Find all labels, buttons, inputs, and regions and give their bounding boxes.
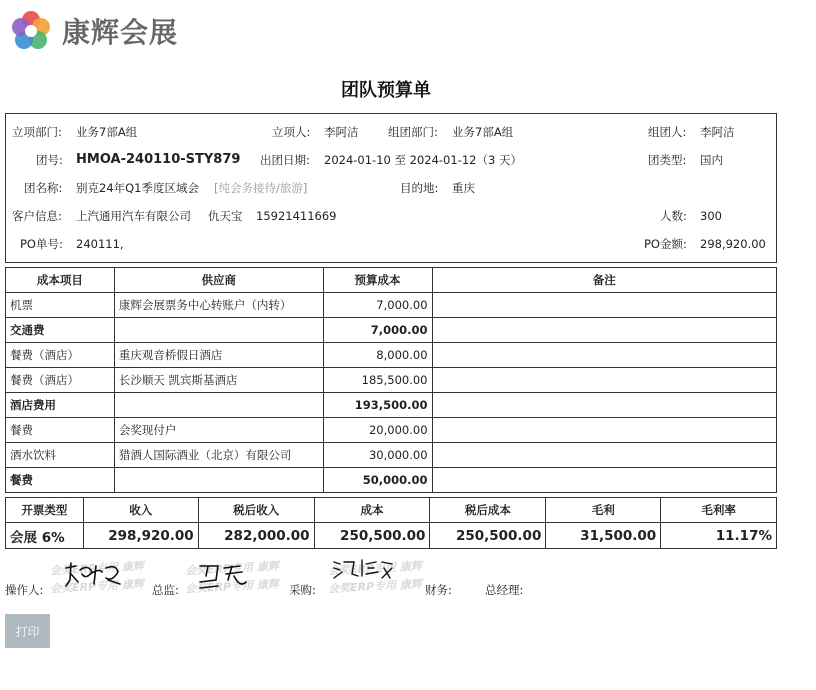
cell-supplier: 长沙顺天 凯宾斯基酒店: [114, 368, 323, 393]
cell-item: 机票: [6, 293, 115, 318]
count-value: 300: [700, 209, 722, 223]
cell-supplier: 猎酒人国际酒业（北京）有限公司: [114, 443, 323, 468]
watermark: 会奖ERP专用 康辉: [49, 577, 145, 596]
cell-supplier: 重庆观音桥假日酒店: [114, 343, 323, 368]
count-label: 人数:: [660, 209, 687, 223]
cell-supplier: [114, 393, 323, 418]
invoice-type-value: 会展 6%: [6, 523, 84, 549]
po-amount-label: PO金额:: [644, 237, 687, 251]
cell-cost: 193,500.00: [323, 393, 432, 418]
cell-cost: 7,000.00: [323, 293, 432, 318]
finance-label: 财务:: [425, 583, 452, 597]
watermark: 会奖ERP专用 康辉: [184, 559, 280, 578]
net-income-value: 282,000.00: [198, 523, 314, 549]
operator-label: 操作人:: [5, 583, 44, 597]
cell-note: [432, 293, 776, 318]
cell-note: [432, 368, 776, 393]
creator-value: 李阿洁: [324, 125, 359, 139]
margin-value: 11.17%: [661, 523, 777, 549]
cell-note: [432, 393, 776, 418]
print-button[interactable]: 打印: [5, 614, 50, 648]
type-value: 国内: [700, 153, 723, 167]
cell-cost: 20,000.00: [323, 418, 432, 443]
client-contact: 仇天宝: [208, 209, 243, 223]
dept-label: 立项部门:: [12, 125, 62, 139]
group-person-label: 组团人:: [648, 125, 687, 139]
cost-table: [5, 267, 777, 493]
cost-table-header: [6, 268, 777, 293]
cell-item: 酒店费用: [6, 393, 115, 418]
group-person-value: 李阿洁: [700, 125, 735, 139]
col-supplier: 供应商: [114, 268, 323, 293]
table-row-subtotal: [6, 318, 777, 343]
watermark: 会奖ERP专用 康辉: [327, 559, 423, 578]
table-row: [6, 368, 777, 393]
col-note: 备注: [432, 268, 776, 293]
net-cost-value: 250,500.00: [430, 523, 546, 549]
summary-table: [5, 497, 777, 549]
page-title: 团队预算单: [341, 80, 431, 101]
col-net-cost: 税后成本: [430, 498, 546, 523]
cost-value: 250,500.00: [314, 523, 430, 549]
po-label: PO单号:: [20, 237, 63, 251]
purchase-label: 采购:: [289, 583, 316, 597]
brand-logo: [8, 8, 178, 54]
cell-note: [432, 343, 776, 368]
cell-supplier: 会奖现付户: [114, 418, 323, 443]
watermark: 会奖ERP专用 康辉: [49, 559, 145, 578]
cell-note: [432, 443, 776, 468]
depart-value: 2024-01-10 至 2024-01-12（3 天）: [324, 153, 522, 167]
cell-note: [432, 468, 776, 493]
summary-header: [6, 498, 777, 523]
supervisor-label: 总监:: [152, 583, 179, 597]
col-cost: 预算成本: [323, 268, 432, 293]
client-value: 上汽通用汽车有限公司: [76, 209, 191, 223]
cell-item: 餐费: [6, 418, 115, 443]
cell-supplier: [114, 468, 323, 493]
table-row-subtotal: [6, 468, 777, 493]
watermark: 会奖ERP专用 康辉: [184, 577, 280, 596]
dest-label: 目的地:: [400, 181, 439, 195]
col-gross-profit: 毛利: [546, 498, 661, 523]
group-dept-value: 业务7部A组: [452, 125, 514, 139]
group-name-value: 别克24年Q1季度区域会: [76, 181, 200, 195]
col-margin: 毛利率: [661, 498, 777, 523]
col-net-income: 税后收入: [198, 498, 314, 523]
group-tag: [纯会务接待/旅游]: [214, 181, 308, 195]
type-label: 团类型:: [648, 153, 687, 167]
client-label: 客户信息:: [12, 209, 62, 223]
cell-item: 餐费（酒店）: [6, 343, 115, 368]
cell-item: 餐费: [6, 468, 115, 493]
cell-supplier: [114, 318, 323, 343]
cell-supplier: 康辉会展票务中心转账户（内转）: [114, 293, 323, 318]
group-no-value: HMOA-240110-STY879: [76, 152, 241, 167]
cell-cost: 7,000.00: [323, 318, 432, 343]
cell-cost: 185,500.00: [323, 368, 432, 393]
brand-name: 康辉会展: [62, 16, 179, 49]
signature-row: [5, 582, 777, 600]
logo-flower-icon: [8, 8, 54, 54]
purchase-signature: [330, 556, 396, 582]
income-value: 298,920.00: [83, 523, 198, 549]
po-amount-value: 298,920.00: [700, 237, 766, 251]
po-value: 240111,: [76, 237, 124, 251]
cell-item: 酒水饮料: [6, 443, 115, 468]
summary-values: [6, 523, 777, 549]
cell-cost: 50,000.00: [323, 468, 432, 493]
col-cost: 成本: [314, 498, 430, 523]
col-invoice-type: 开票类型: [6, 498, 84, 523]
table-row: [6, 293, 777, 318]
dest-value: 重庆: [452, 181, 475, 195]
creator-label: 立项人:: [272, 125, 311, 139]
gm-label: 总经理:: [485, 583, 524, 597]
group-info-box: [5, 113, 777, 263]
table-row: [6, 443, 777, 468]
cell-note: [432, 418, 776, 443]
table-row: [6, 418, 777, 443]
col-item: 成本项目: [6, 268, 115, 293]
cell-item: 餐费（酒店）: [6, 368, 115, 393]
client-phone: 15921411669: [256, 209, 337, 223]
cell-note: [432, 318, 776, 343]
group-name-label: 团名称:: [24, 181, 63, 195]
group-no-label: 团号:: [36, 153, 63, 167]
cell-cost: 8,000.00: [323, 343, 432, 368]
gross-profit-value: 31,500.00: [546, 523, 661, 549]
cell-item: 交通费: [6, 318, 115, 343]
table-row: [6, 343, 777, 368]
watermark: 会奖ERP专用 康辉: [327, 577, 423, 596]
col-income: 收入: [83, 498, 198, 523]
group-dept-label: 组团部门:: [388, 125, 438, 139]
table-row-subtotal: [6, 393, 777, 418]
depart-label: 出团日期:: [260, 153, 310, 167]
dept-value: 业务7部A组: [76, 125, 138, 139]
cell-cost: 30,000.00: [323, 443, 432, 468]
